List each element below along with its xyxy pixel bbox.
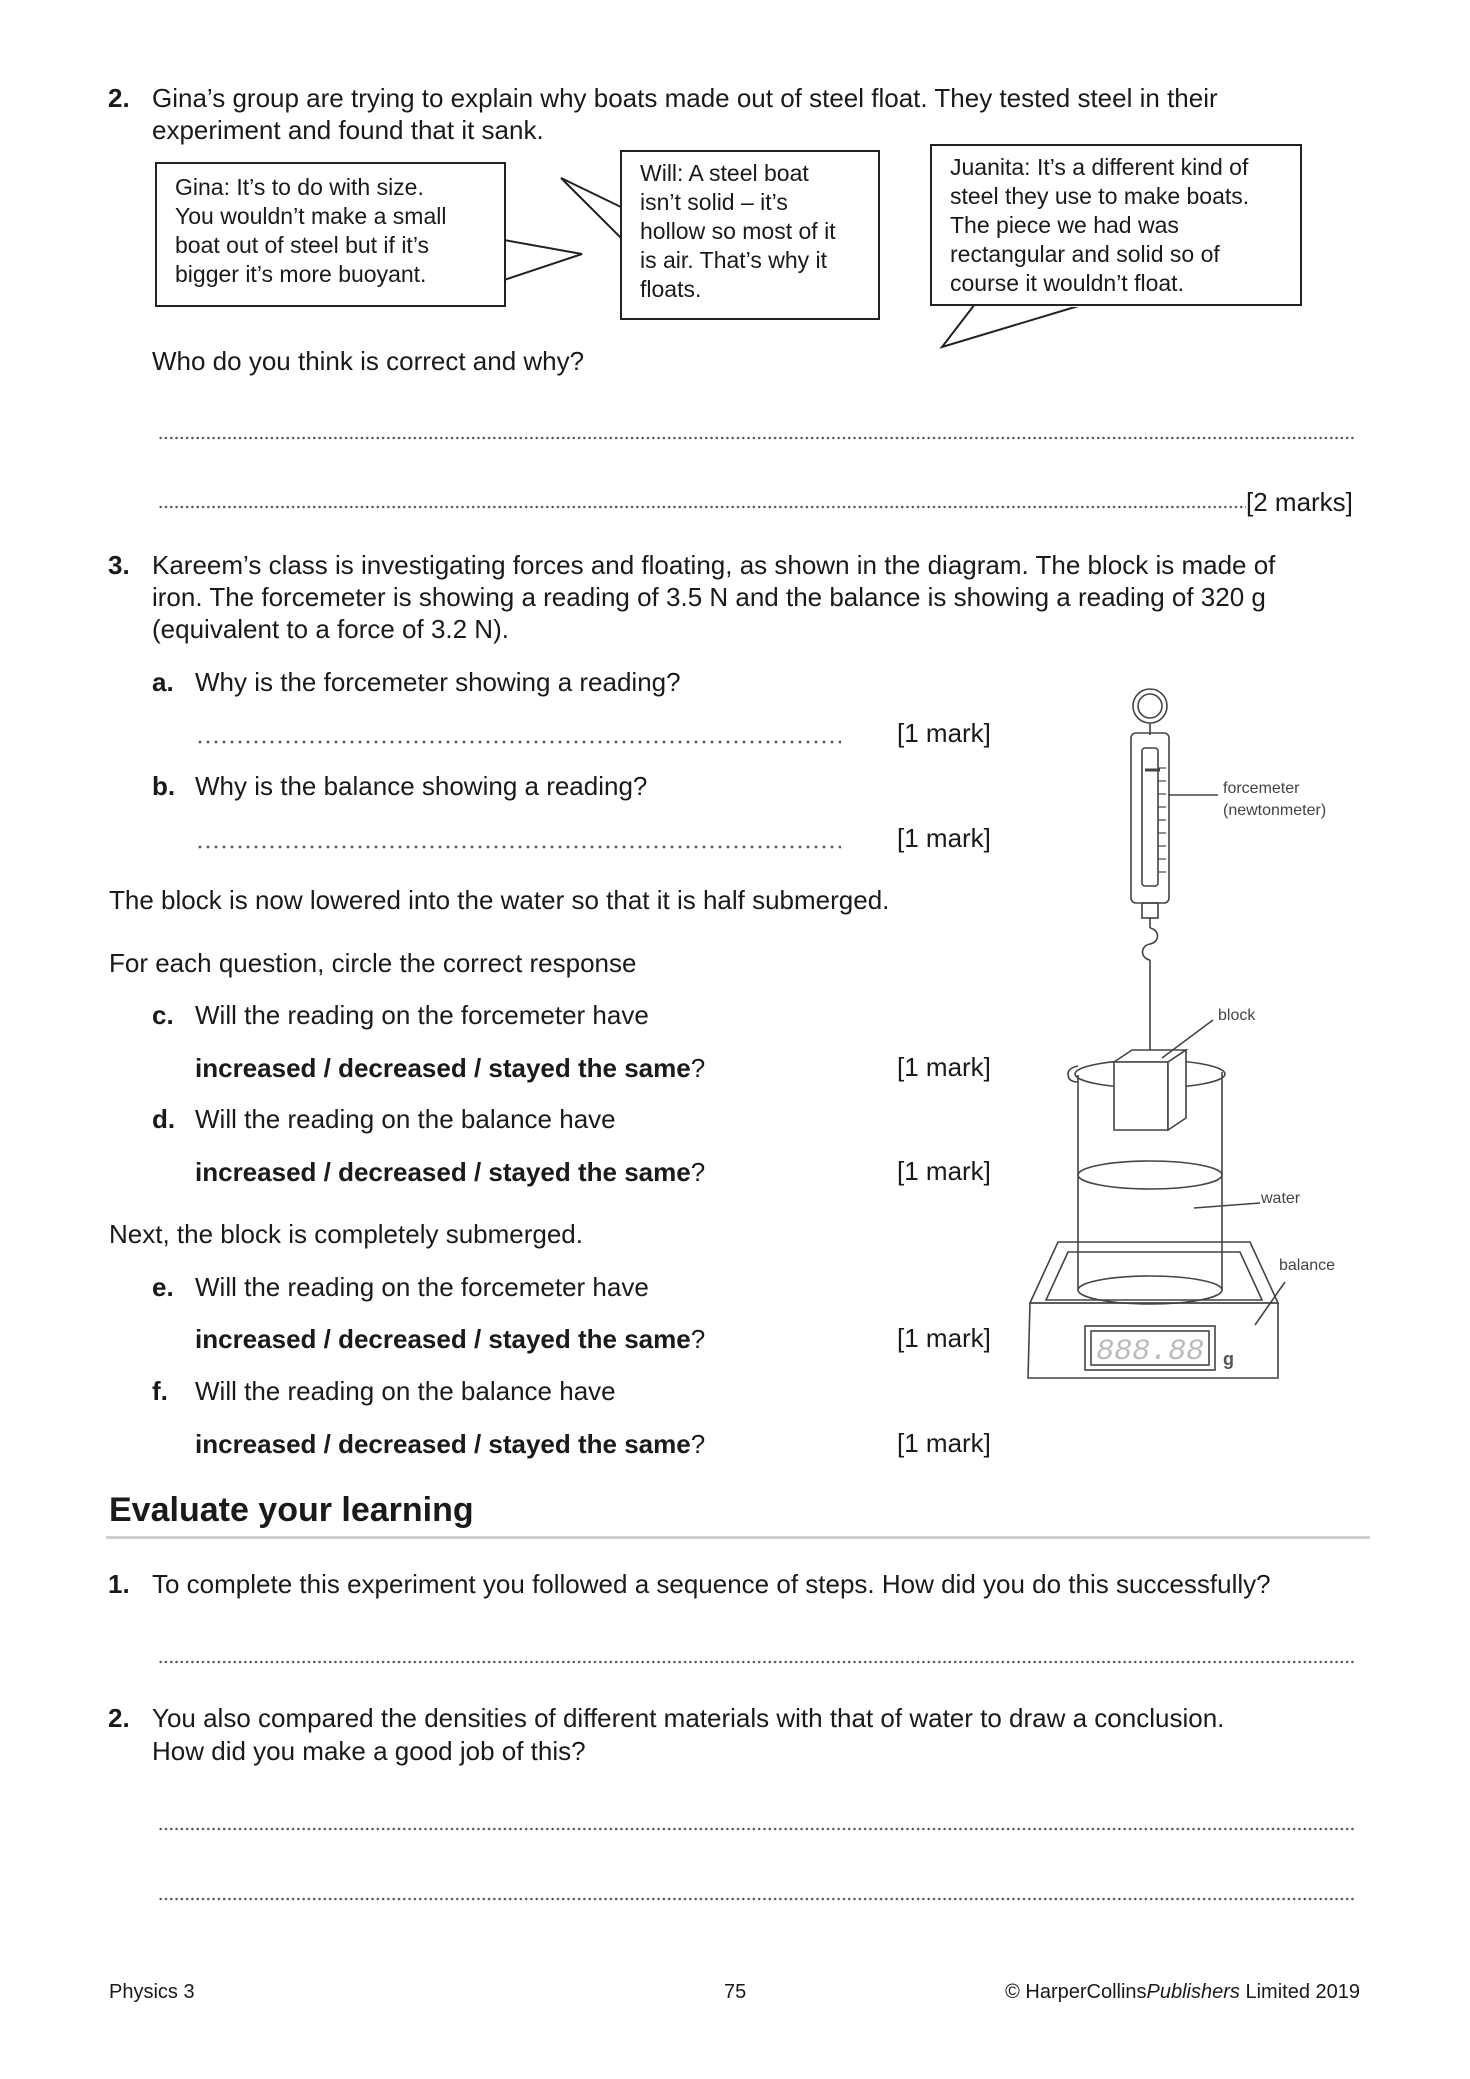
balance-label: balance (1279, 1257, 1336, 1274)
eval-q2-line2: How did you make a good job of this? (152, 1736, 586, 1766)
juanita-line4: rectangular and solid so of (950, 241, 1220, 267)
q3d-label: d. (152, 1104, 176, 1134)
q3f-text: Will the reading on the balance have (195, 1376, 616, 1406)
eval-q1-text: To complete this experiment you followed a sequence of steps. How did you do this successfully? (152, 1569, 1271, 1599)
section-divider (106, 1536, 1370, 1539)
eval-q2-number: 2. (108, 1703, 130, 1733)
q3a-label: a. (152, 667, 174, 697)
q3-intro-line3: (equivalent to a force of 3.2 N). (152, 614, 509, 644)
juanita-line1: Juanita: It’s a different kind of (950, 154, 1249, 180)
q3-intro-line2: iron. The forcemeter is showing a reading of 3.5 N and the balance is showing a reading of 320 g (152, 582, 1266, 612)
half-submerged-text: The block is now lowered into the water so that it is half submerged. (109, 885, 890, 915)
footer-copyright (1005, 1981, 1360, 2004)
gina-line2: You wouldn’t make a small (175, 203, 447, 229)
q3d-mark: [1 mark] (897, 1156, 991, 1186)
q3-number: 3. (108, 550, 130, 580)
q3c-text: Will the reading on the forcemeter have (195, 1000, 649, 1030)
q3f-qmark: ? (690, 1429, 706, 1459)
q2-marks: [2 marks] (1246, 487, 1353, 517)
newtonmeter-label: (newtonmeter) (1223, 802, 1327, 819)
q3e-qmark: ? (690, 1324, 706, 1354)
balance-unit: g (1223, 1349, 1234, 1369)
q3e-mark: [1 mark] (897, 1323, 991, 1353)
block-label: block (1218, 1007, 1256, 1024)
q2-text-line2: experiment and found that it sank. (152, 115, 544, 145)
gina-line1: Gina: It’s to do with size. (175, 174, 424, 200)
q3d-options[interactable]: increased / decreased / stayed the same (195, 1157, 691, 1187)
eval-q2-answer-line2[interactable] (158, 1897, 1354, 1901)
eval-q2-answer-line1[interactable] (158, 1827, 1354, 1831)
will-line2: isn’t solid – it’s (640, 189, 788, 215)
q3e-options[interactable]: increased / decreased / stayed the same (195, 1324, 691, 1354)
gina-line3: boat out of steel but if it’s (175, 232, 430, 258)
q3f-options[interactable]: increased / decreased / stayed the same (195, 1429, 691, 1459)
q3-intro-line1: Kareem’s class is investigating forces and floating, as shown in the diagram. The block is made of (152, 550, 1276, 580)
copyright-post: Limited 2019 (1239, 1981, 1360, 2003)
water-label: water (1261, 1190, 1301, 1207)
q3b-label: b. (152, 771, 176, 801)
eval-q2-line1: You also compared the densities of different materials with that of water to draw a conclusion. (152, 1703, 1225, 1733)
eval-q1-number: 1. (108, 1569, 130, 1599)
q2-number: 2. (108, 83, 130, 113)
eval-q1-answer-line[interactable] (158, 1660, 1354, 1664)
q2-text-line1: Gina’s group are trying to explain why boats made out of steel float. They tested steel in their (152, 83, 1218, 113)
q3f-mark: [1 mark] (897, 1428, 991, 1458)
q3a-mark: [1 mark] (897, 718, 991, 748)
q3b-text: Why is the balance showing a reading? (195, 771, 648, 801)
q3c-label: c. (152, 1000, 174, 1030)
q3f-label: f. (152, 1376, 168, 1406)
copyright-italic: Publishers (1146, 1981, 1240, 2003)
will-line5: floats. (640, 276, 702, 302)
footer-subject: Physics 3 (109, 1981, 195, 2003)
will-line4: is air. That’s why it (640, 247, 828, 273)
juanita-line2: steel they use to make boats. (950, 183, 1250, 209)
balance-display: 888.88 (1095, 1335, 1205, 1369)
q3f-options-row (195, 1428, 705, 1461)
will-line3: hollow so most of it (640, 218, 836, 244)
q2-question: Who do you think is correct and why? (152, 346, 585, 376)
q3c-options[interactable]: increased / decreased / stayed the same (195, 1053, 691, 1083)
q3c-qmark: ? (690, 1053, 706, 1083)
q3d-qmark: ? (690, 1157, 706, 1187)
q3b-mark: [1 mark] (897, 823, 991, 853)
gina-line4: bigger it’s more buoyant. (175, 261, 427, 287)
juanita-line5: course it wouldn’t float. (950, 270, 1184, 296)
q3e-text: Will the reading on the forcemeter have (195, 1272, 649, 1302)
will-line1: Will: A steel boat (640, 160, 809, 186)
q3d-text: Will the reading on the balance have (195, 1104, 616, 1134)
evaluate-heading: Evaluate your learning (109, 1491, 474, 1529)
copyright-pre: © HarperCollins (1005, 1981, 1147, 2003)
q3a-text: Why is the forcemeter showing a reading? (195, 667, 681, 697)
instruction-text: For each question, circle the correct response (109, 948, 637, 978)
complete-submerged-text: Next, the block is completely submerged. (109, 1219, 583, 1249)
juanita-line3: The piece we had was (950, 212, 1179, 238)
q3c-mark: [1 mark] (897, 1052, 991, 1082)
q3e-label: e. (152, 1272, 174, 1302)
footer-page-number: 75 (724, 1981, 747, 2003)
forcemeter-label: forcemeter (1223, 780, 1300, 797)
